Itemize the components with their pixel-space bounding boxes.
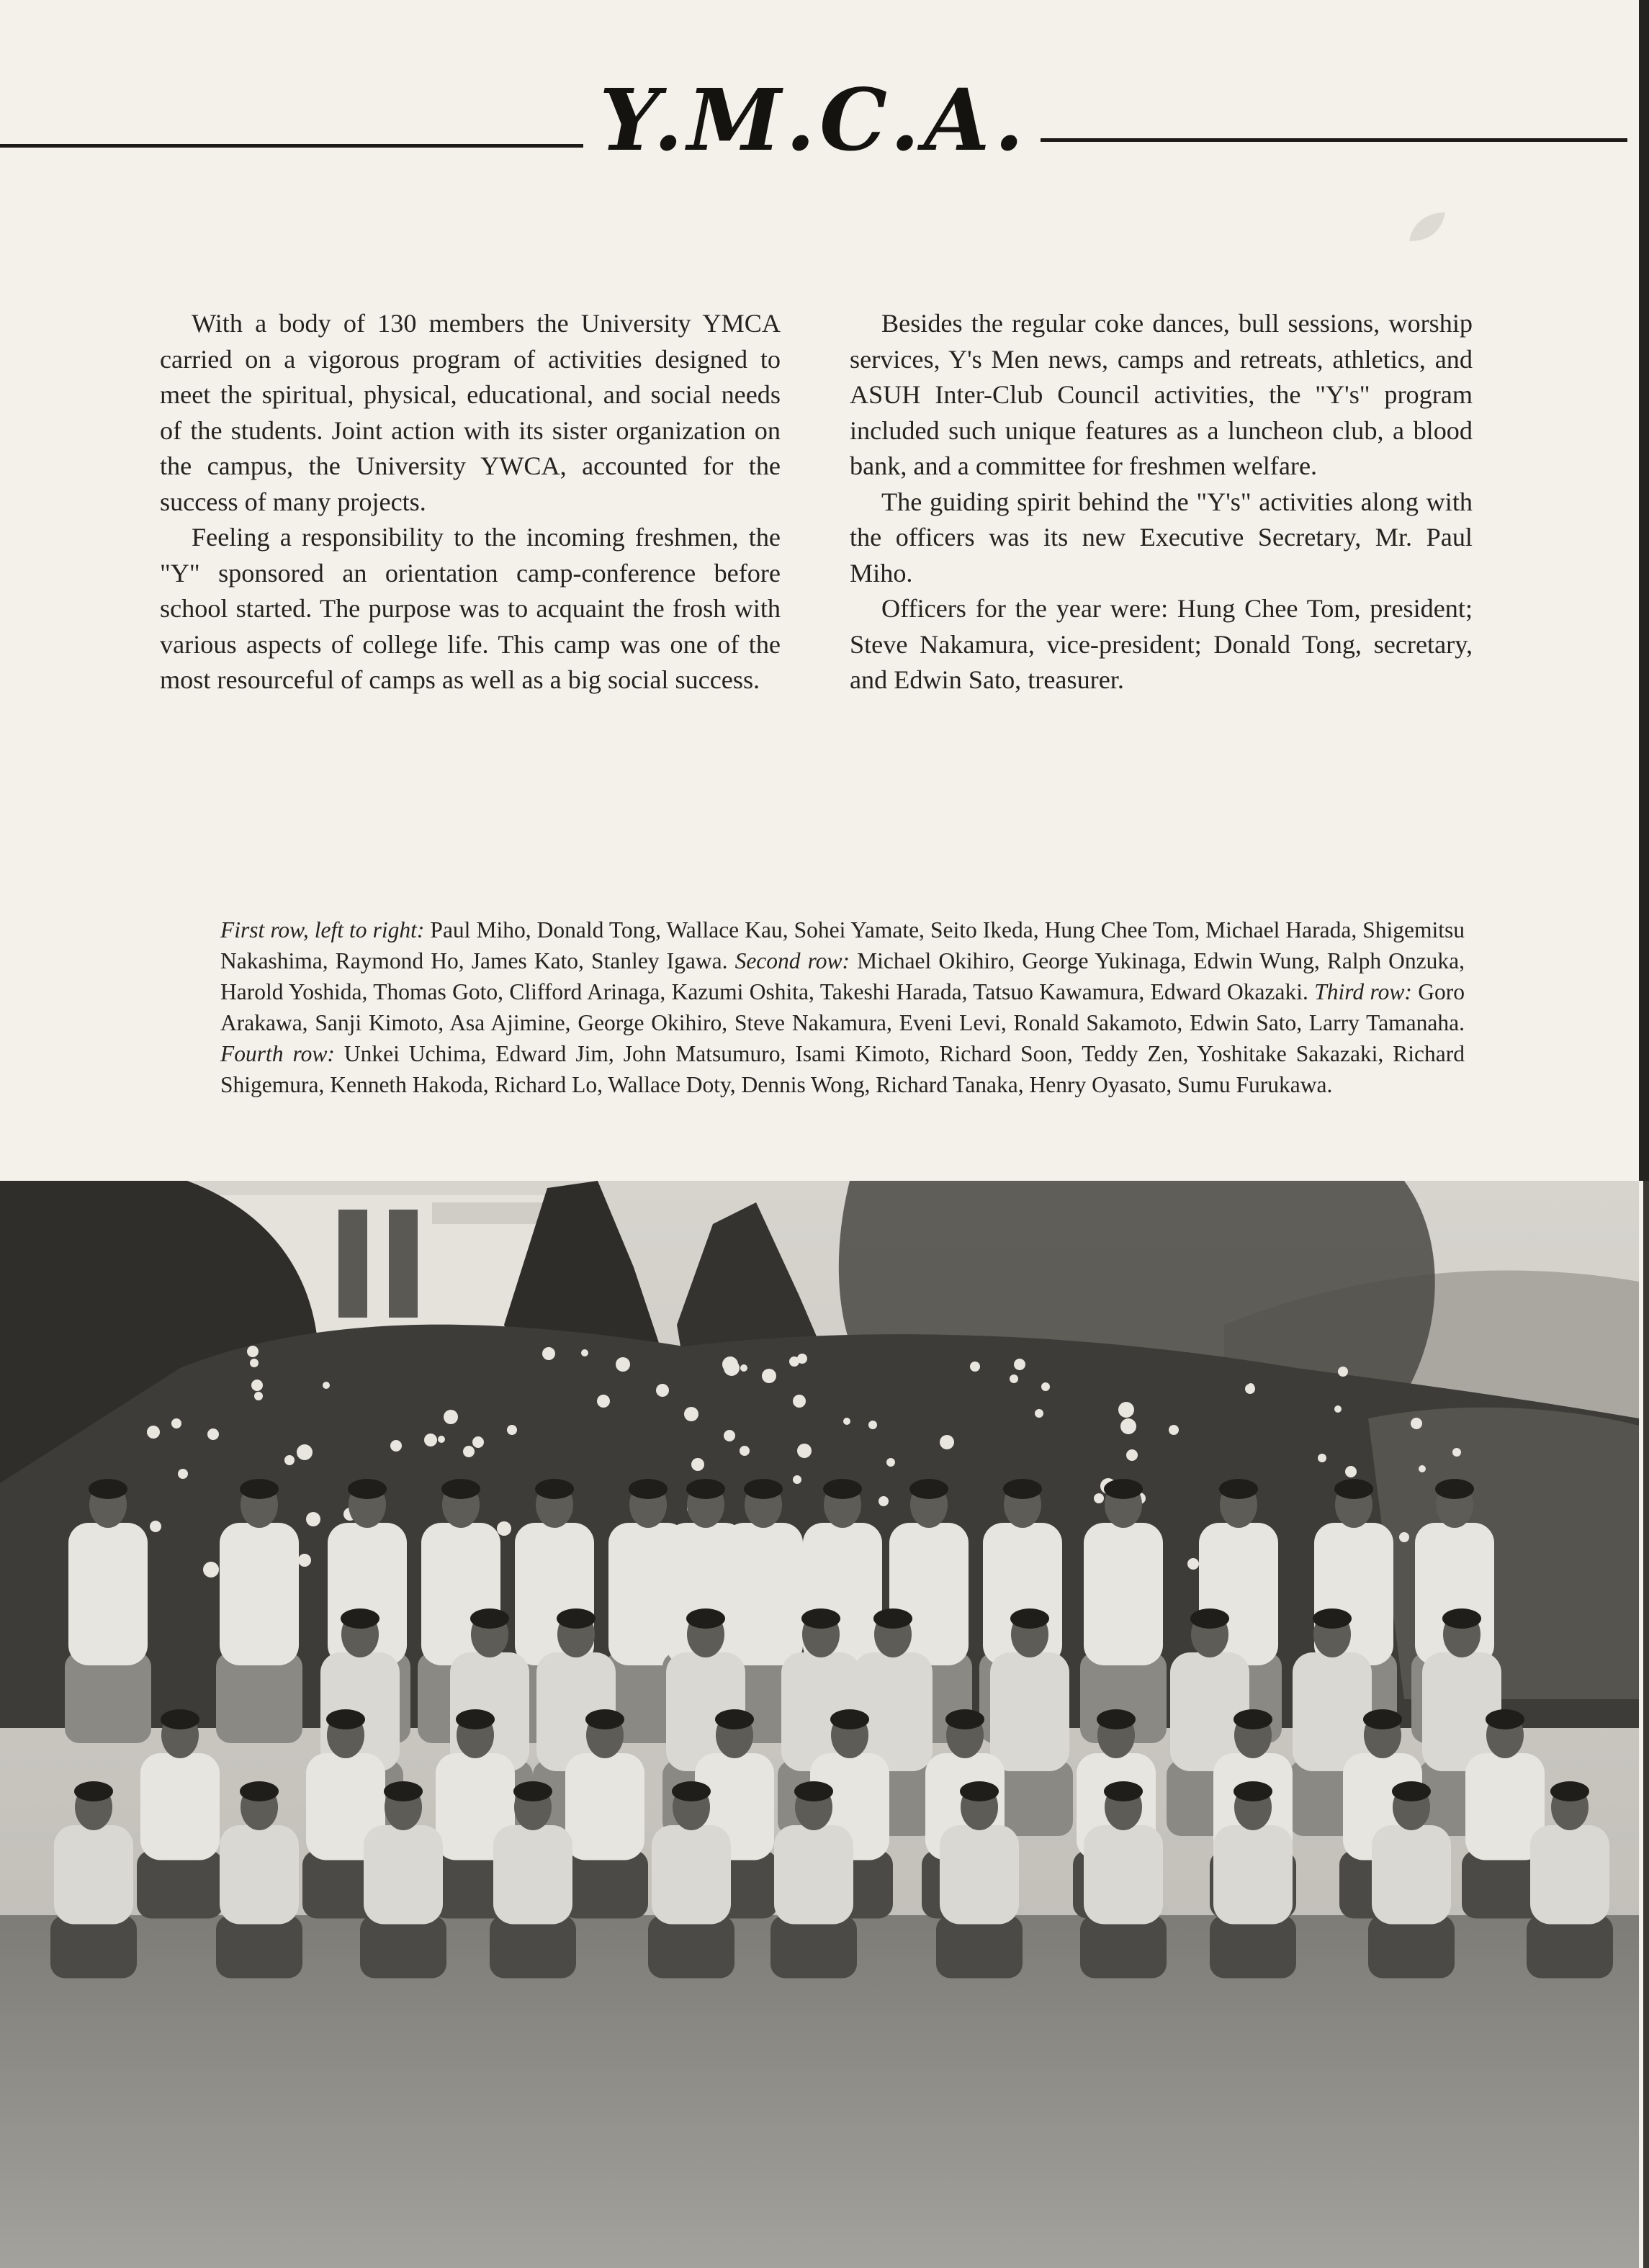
flower <box>1126 1449 1138 1461</box>
photo-people <box>50 1479 1613 1979</box>
title-rule-right <box>1041 138 1627 142</box>
flower <box>1014 1359 1025 1370</box>
flower <box>1345 1466 1357 1477</box>
flower <box>740 1446 750 1456</box>
flower <box>171 1418 181 1428</box>
page-edge-lower <box>1643 1181 1649 2268</box>
right-paragraph-3: Officers for the year were: Hung Chee Tom, president; Steve Nakamura, vice-president; Donald Tong, secretary, and Edwin Sato, treasurer. <box>850 594 1473 694</box>
flower <box>616 1357 630 1372</box>
flower <box>251 1380 263 1391</box>
flower <box>1245 1384 1255 1394</box>
page-edge <box>1639 0 1649 1181</box>
flower <box>147 1426 160 1439</box>
flower <box>797 1444 812 1458</box>
flower <box>250 1359 259 1367</box>
flower <box>581 1349 588 1356</box>
flower <box>463 1446 475 1457</box>
flower <box>298 1554 311 1567</box>
left-paragraph-1: With a body of 130 members the University YMCA carried on a vigorous program of activities designed to meet the spiritual, physical, educational, and social needs of the students. Joint action with its sister organization on the campus, the University YWCA, accounted for the success of many projects. <box>160 309 781 516</box>
caption-row1-label: First row, left to right: <box>220 917 425 942</box>
caption-row3-names: Goro Arakawa, Sanji Kimoto, Asa Ajimine, George Okihiro, Steve Nakamura, Eveni Levi, Ronald Sakamoto, Edwin Sato, Larry Tamanaha. <box>220 979 1465 1035</box>
group-photo <box>0 1181 1639 2268</box>
flower <box>1419 1465 1426 1472</box>
flower <box>323 1382 330 1389</box>
flower <box>691 1458 704 1471</box>
flower <box>740 1364 747 1372</box>
flower <box>793 1475 801 1484</box>
flower <box>247 1346 259 1357</box>
flower <box>886 1458 895 1467</box>
photo-caption <box>220 914 1465 1100</box>
flower <box>1452 1448 1461 1457</box>
flower <box>970 1362 980 1372</box>
flower <box>1411 1418 1422 1429</box>
flower <box>472 1436 484 1448</box>
flower <box>724 1430 735 1441</box>
flower <box>1010 1374 1018 1383</box>
flower <box>879 1496 889 1506</box>
right-paragraph-1: Besides the regular coke dances, bull sessions, worship services, Y's Men news, camps and retreats, athletics, and ASUH Inter-Club Council activities, the "Y's" program included such unique features as a luncheon club, a blood bank, and a committee for freshmen welfare. <box>850 309 1473 480</box>
flower <box>1334 1405 1342 1413</box>
flower <box>438 1436 445 1443</box>
flower <box>762 1369 776 1383</box>
flower <box>940 1435 954 1449</box>
caption-row1-names: Paul Miho, Donald Tong, Wallace Kau, Sohei Yamate, Seito Ikeda, Hung Chee Tom, Michael Harada, Shigemitsu Nakashima, Raymond Ho, James Kato, Stanley Igawa. <box>220 917 1465 973</box>
flower <box>444 1410 458 1424</box>
flower <box>306 1512 320 1526</box>
flower <box>507 1425 517 1435</box>
flower <box>178 1469 188 1479</box>
flower <box>868 1421 877 1429</box>
left-column <box>160 306 781 698</box>
caption-row2-label: Second row: <box>734 948 850 973</box>
title-rule-left <box>0 144 583 148</box>
flower <box>254 1392 263 1400</box>
flower <box>150 1521 161 1532</box>
flower <box>789 1356 799 1367</box>
caption-row3-label: Third row: <box>1314 979 1412 1004</box>
flower <box>1169 1425 1179 1435</box>
flower <box>1338 1367 1348 1377</box>
flower <box>207 1428 219 1440</box>
flower <box>284 1455 295 1465</box>
flower <box>1041 1382 1050 1391</box>
flower <box>1035 1409 1043 1418</box>
right-paragraph-2: The guiding spirit behind the "Y's" activities along with the officers was its new Executive Secretary, Mr. Paul Miho. <box>850 487 1473 588</box>
caption-row4-names: Unkei Uchima, Edward Jim, John Matsumuro, Isami Kimoto, Richard Soon, Teddy Zen, Yoshitake Sakazaki, Richard Shigemura, Kenneth Hakoda, Richard Lo, Wallace Doty, Dennis Wong, Richard Tanaka, Henry Oyasato, Sumu Furukawa. <box>220 1041 1465 1097</box>
flower <box>1399 1532 1409 1542</box>
flower <box>1187 1558 1199 1570</box>
flower <box>497 1521 511 1536</box>
flower <box>793 1395 806 1408</box>
flower <box>684 1407 698 1421</box>
caption-row2-names: Michael Okihiro, George Yukinaga, Edwin Wung, Ralph Onzuka, Harold Yoshida, Thomas Goto, Clifford Arinaga, Kazumi Oshita, Takeshi Harada, Tatsuo Kawamura, Edward Okazaki. <box>220 948 1465 1004</box>
page-title: Y.M.C.A. <box>599 70 1028 170</box>
flower <box>1094 1493 1104 1503</box>
flower <box>203 1562 219 1578</box>
flower <box>1120 1418 1136 1434</box>
group-photo-image <box>0 1181 1639 2268</box>
caption-row4-label: Fourth row: <box>220 1041 335 1066</box>
flower <box>424 1434 437 1446</box>
right-column <box>850 306 1473 698</box>
flower <box>656 1384 669 1397</box>
flower <box>597 1395 610 1408</box>
flower <box>297 1444 313 1460</box>
flower <box>843 1418 850 1425</box>
flower <box>1118 1402 1134 1418</box>
flower <box>390 1440 402 1452</box>
flower <box>722 1356 738 1372</box>
flower <box>542 1347 555 1360</box>
flower <box>1318 1454 1326 1462</box>
leaf-watermark-icon <box>1406 209 1449 245</box>
left-paragraph-2: Feeling a responsibility to the incoming freshmen, the "Y" sponsored an orientation camp-conference before school started. The purpose was to acquaint the frosh with various aspects of college life. This camp was one of the most resourceful of camps as well as a big social success. <box>160 523 781 694</box>
